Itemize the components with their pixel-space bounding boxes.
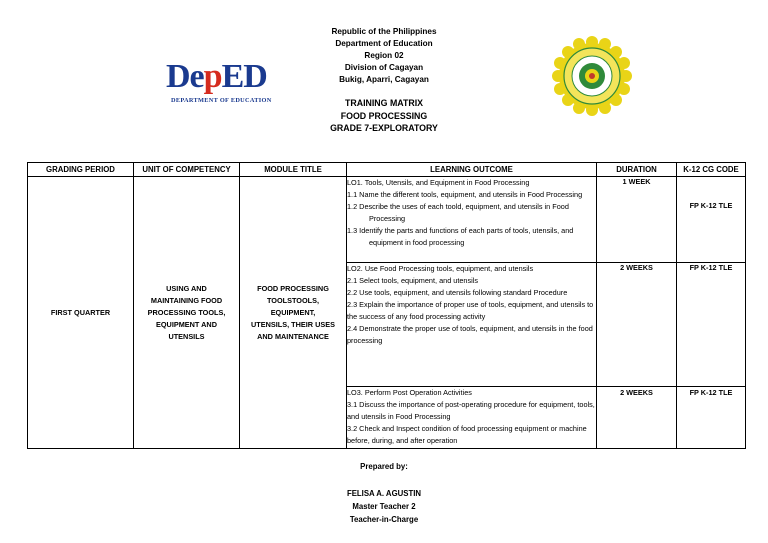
- learning-outcome-item: 1.3 Identify the parts and functions of each parts of tools, utensils, and equipment in food processing: [347, 226, 574, 247]
- column-header-learning-outcome: LEARNING OUTCOME: [347, 163, 597, 177]
- training-matrix-table: [27, 162, 746, 449]
- column-header-duration: DURATION: [597, 163, 677, 177]
- learning-outcome-item: 2.2 Use tools, equipment, and utensils following standard Procedure: [347, 288, 568, 297]
- learning-outcome-item: 2.4 Demonstrate the proper use of tools, equipment, and utensils in the food processing: [347, 324, 593, 345]
- table-header-row: [28, 163, 746, 177]
- learning-outcome-title: LO1. Tools, Utensils, and Equipment in Food Processing: [347, 178, 530, 187]
- learning-outcome-item: 3.1 Discuss the importance of post-operating procedure for equipment, tools, and utensils in Food Processing: [347, 400, 595, 421]
- unit-of-competency-cell: USING AND MAINTAINING FOOD PROCESSING TOOLS, EQUIPMENT AND UTENSILS: [134, 177, 240, 449]
- header-line: Republic of the Philippines: [331, 27, 437, 36]
- column-header-unit-of-competency: UNIT OF COMPETENCY: [134, 163, 240, 177]
- document-subtitle: FOOD PROCESSING: [340, 110, 428, 121]
- header-line: Division of Cagayan: [344, 63, 424, 72]
- deped-logo-wordmark: DepED: [166, 58, 267, 95]
- duration-cell: 1 WEEK: [597, 177, 677, 263]
- preparer-role: Teacher-in-Charge: [349, 515, 419, 524]
- grading-period-cell: FIRST QUARTER: [28, 177, 134, 449]
- learning-outcome-item: 2.3 Explain the importance of proper use of tools, equipment, and utensils to the success of any food processing activity: [347, 300, 594, 321]
- cg-code-cell: FP K-12 TLE: [677, 263, 746, 387]
- column-header-k12-cg-code: K-12 CG CODE: [677, 163, 746, 177]
- cg-code-cell: FP K-12 TLE: [677, 177, 746, 263]
- learning-outcome-cell: [347, 387, 597, 449]
- document-header: [250, 26, 518, 135]
- header-line: Bukig, Aparri, Cagayan: [339, 75, 429, 84]
- document-title: TRAINING MATRIX: [344, 98, 424, 108]
- deped-logo: [166, 60, 278, 106]
- learning-outcome-cell: [347, 177, 597, 263]
- school-seal-icon: [552, 36, 632, 116]
- learning-outcome-cell: [347, 263, 597, 387]
- learning-outcome-item: 2.1 Select tools, equipment, and utensils: [347, 276, 479, 285]
- learning-outcome-item: 1.2 Describe the uses of each toold, equipment, and utensils in Food Processing: [347, 202, 569, 223]
- prepared-by-label: Prepared by:: [360, 462, 408, 471]
- learning-outcome-title: LO2. Use Food Processing tools, equipment, and utensils: [347, 264, 534, 273]
- cg-code-cell: FP K-12 TLE: [677, 387, 746, 449]
- document-grade: GRADE 7-EXPLORATORY: [330, 123, 438, 133]
- column-header-module-title: MODULE TITLE: [240, 163, 347, 177]
- header-line: Region 02: [364, 51, 404, 60]
- duration-cell: 2 WEEKS: [597, 263, 677, 387]
- duration-cell: 2 WEEKS: [597, 387, 677, 449]
- header-line: Department of Education: [335, 39, 433, 48]
- preparer-role: Master Teacher 2: [352, 502, 416, 511]
- learning-outcome-item: 1.1 Name the different tools, equipment, and utensils in Food Processing: [347, 190, 583, 199]
- preparer-name: FELISA A. AGUSTIN: [346, 489, 422, 498]
- learning-outcome-item: 3.2 Check and Inspect condition of food processing equipment or machine before, during, and after operation: [347, 424, 587, 445]
- learning-outcome-title: LO3. Perform Post Operation Activities: [347, 388, 472, 397]
- module-title-cell: FOOD PROCESSING TOOLSTOOLS, EQUIPMENT, UTENSILS, THEIR USES AND MAINTENANCE: [240, 177, 347, 449]
- deped-logo-subtitle: DEPARTMENT OF EDUCATION: [171, 97, 272, 104]
- table-row: [28, 177, 746, 263]
- column-header-grading-period: GRADING PERIOD: [28, 163, 134, 177]
